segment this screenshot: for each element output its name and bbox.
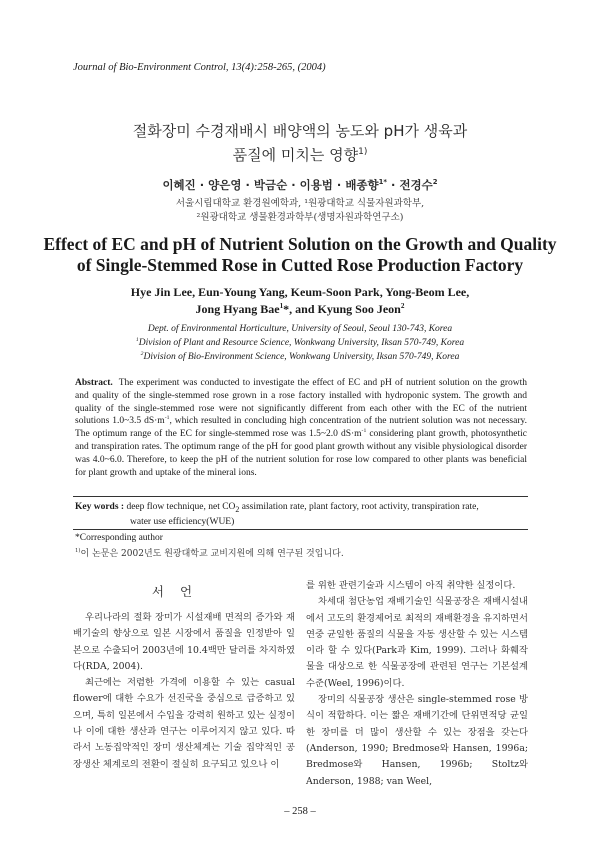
- author-text: *, and Kyung Soo Jeon: [283, 302, 401, 316]
- keywords-line1: [75, 501, 527, 516]
- affiliation-mark: 2: [140, 350, 144, 357]
- author-text: Jong Hyang Bae: [195, 302, 280, 316]
- author-separator: ·: [387, 178, 400, 192]
- body-column-left: [73, 610, 295, 773]
- english-title-line1: Effect of EC and pH of Nutrient Solution on the Growth and Quality: [43, 234, 557, 254]
- author-name: 배종향: [345, 178, 379, 192]
- body-paragraph: 우리나라의 절화 장미가 시설재배 면적의 증가와 재배기술의 향상으로 일본 시장에서 품질을 인정받아 일본으로 수출되어 2003년에 10.4백만 달러를 차지하였다(RDA, 2004).: [73, 612, 295, 672]
- section-heading: 서언: [151, 584, 209, 599]
- author-affiliation-mark: 1*: [378, 178, 388, 187]
- english-authors-line1: Hye Jin Lee, Eun-Young Yang, Keum-Soon Park, Yong-Beom Lee,: [130, 285, 470, 299]
- author-affiliation-mark: 2: [400, 302, 405, 310]
- keywords-text: deep flow technique, net CO: [124, 502, 236, 512]
- body-column-right: [306, 578, 528, 790]
- funding-note: [75, 546, 344, 559]
- affiliation-mark: 1: [135, 336, 139, 343]
- body-paragraph: 를 위한 관련기술과 시스템이 아직 취약한 실정이다.: [306, 580, 516, 591]
- author-name: 박금순: [253, 178, 288, 192]
- korean-affiliation-line1: 서울시립대학교 환경원예학과, ¹원광대학교 식물자원과학부,: [175, 198, 425, 209]
- unit-exponent: -1: [361, 428, 367, 435]
- keywords-label: Key words :: [75, 502, 125, 512]
- journal-reference: Journal of Bio-Environment Control, 13(4):258-265, (2004): [73, 62, 326, 73]
- author-affiliation-mark: 1: [279, 302, 284, 310]
- footnote-mark: 1): [75, 548, 81, 554]
- korean-title-line2: [60, 144, 540, 165]
- body-paragraph: 차세대 첨단농업 재배기술인 식물공장은 재배시설내에서 고도의 환경제어로 최적의 재배환경을 유지하면서 연중 균일한 품질의 식물을 자동 생산할 수 있는 시스템이라 할 수 있다(Park과 Kim, 1999). 그러나 화훼작물을 대상으로 한 식물공장에 관련된 연구는 기본설계 수준(Weel, 1996)이다.: [306, 596, 528, 689]
- unit-exponent: -1: [164, 415, 170, 422]
- funding-text: 이 논문은 2002년도 원광대학교 교비지원에 의해 연구된 것입니다.: [80, 549, 344, 559]
- english-title-line2: of Single-Stemmed Rose in Cutted Rose Production Factory: [76, 255, 524, 275]
- abstract-label: Abstract.: [75, 378, 113, 388]
- body-paragraph: 최근에는 저렴한 가격에 이용할 수 있는 casual flower에 대한 수요가 선진국을 중심으로 급증하고 있으며, 특히 일본에서 수입을 강력히 원하고 있는 실정이나 이에 대한 생산과 연구는 이루어지지 않고 있다. 따라서 노동집약적인 장미 생산체계는 기술 집약적인 공장생산 체계로의 전환이 절실히 요구되고 있으나 이: [73, 677, 295, 770]
- author-separator: ·: [287, 178, 300, 192]
- keywords-top-rule: [73, 496, 528, 497]
- keywords-bottom-rule: [73, 529, 528, 530]
- author-name: 이혜진: [162, 178, 196, 192]
- korean-title-footnote-mark: 1): [358, 147, 368, 157]
- author-separator: ·: [195, 178, 209, 192]
- keywords: [75, 501, 527, 529]
- english-affiliation-2: [60, 338, 540, 348]
- korean-title-line1: 절화장미 수경재배시 배양액의 농도와 pH가 생육과: [132, 122, 468, 140]
- author-separator: ·: [241, 178, 254, 192]
- korean-affiliation-line2: ²원광대학교 생물환경과학부(생명자원과학연구소): [196, 212, 404, 223]
- author-name: 양은영: [208, 178, 242, 192]
- abstract: [75, 377, 527, 479]
- author-name: 전경수: [399, 178, 433, 192]
- english-authors-line2: [60, 302, 540, 317]
- english-affiliation-3: [60, 352, 540, 362]
- author-name: 이용범: [299, 178, 333, 192]
- author-separator: ·: [332, 178, 346, 192]
- abstract-text: The experiment was conducted to investigate the effect of EC and pH of nutrient solution on the growth and quality of the single-stemmed rose grown in a rose factory installed with hydroponic system. The growth and quality of the single-stemmed rose were not significantly different from each other with the EC of the nutrient solutions 1.0~3.5 dS·m: [75, 378, 527, 427]
- abstract-text: , which resulted in concluding high concentration of the nutrient solution was not necessary. The optimum range of the EC for single-stemmed rose was 1.5~2.0 dS·m: [75, 416, 527, 440]
- affiliation-text: Division of Bio-Environment Science, Wonkwang University, Iksan 570-749, Korea: [143, 352, 460, 362]
- body-paragraph: 장미의 식물공장 생산은 single-stemmed rose 방식이 적합하다. 이는 짧은 재배기간에 단위면적당 균일한 장미를 더 많이 생산할 수 있는 장점을 갖는다(Anderson, 1990; Bredmose와 Hansen, 1996a; Bredmose와 Hansen, 1996b; Stoltz와 Anderson, 1988; van Weel,: [306, 694, 528, 787]
- keywords-text: assimilation rate, plant factory, root activity, transpiration rate,: [239, 502, 479, 512]
- korean-title-text: 품질에 미치는 영향: [232, 146, 359, 164]
- page-number: – 258 –: [284, 806, 316, 817]
- subscript: 2: [235, 504, 240, 514]
- korean-authors: [60, 177, 540, 193]
- abstract-text: considering plant growth, photosynthetic and transpiration rates. The optimum range of the pH for good plant growth without any visible physiological disorder was 4.0~6.0. Therefore, to keep the pH of the nutrient solution for rose low compared to other plants was beneficial for plant growth and uptake of the mineral ions.: [75, 429, 527, 478]
- keywords-line2: water use efficiency(WUE): [130, 517, 235, 528]
- affiliation-text: Division of Plant and Resource Science, Wonkwang University, Iksan 570-749, Korea: [138, 338, 465, 348]
- author-affiliation-mark: 2: [432, 178, 438, 187]
- corresponding-author-note: *Corresponding author: [75, 533, 163, 543]
- english-affiliation-1: Dept. of Environmental Horticulture, University of Seoul, Seoul 130-743, Korea: [147, 324, 453, 334]
